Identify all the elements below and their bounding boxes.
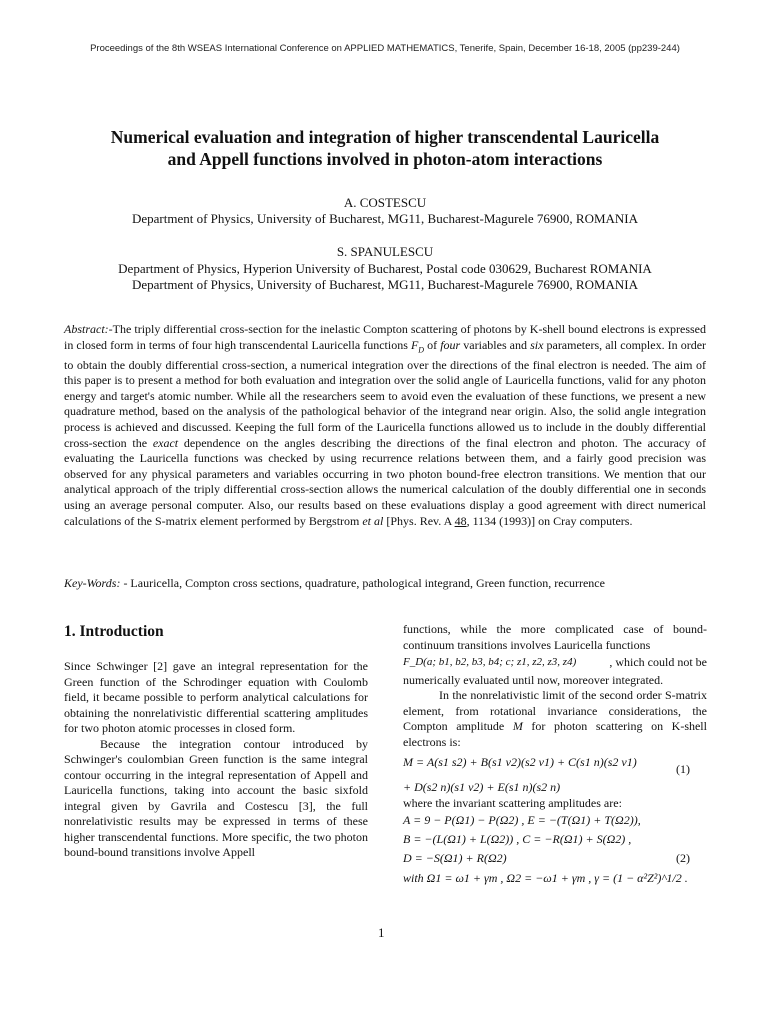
right-column-intro	[403, 622, 707, 653]
section-title: 1. Introduction	[64, 623, 164, 640]
keywords	[64, 576, 724, 592]
right-text-1b: numerically evaluated until now, moreover integrated.	[403, 673, 664, 687]
abstract-etal: et al	[362, 513, 384, 528]
equation-2-line-3: D = −S(Ω1) + R(Ω2)	[403, 851, 507, 865]
abstract-four: four	[440, 337, 461, 352]
abstract-text-1: -The triply differential cross-section for the inelastic Compton scattering of photons by K-shell bound electrons is expressed in closed form in terms of four high transcendental Lauricella functions	[64, 322, 706, 352]
abstract-text-3: parameters, all complex. In order to obtain the doubly differential cross-section, a numerical integration over the directions of the final electron is needed. The aim of this paper is to present a method for both evaluation and integration over the solid angle of Lauricella functions, valid for any photon energy and target's atomic number. While all the researchers seem to avoid even the evaluation of these functions, we present a new quadrature method, based on the analysis of the pathological behavior of the integrand near origin. Also, the solid angle integration process is achieved and discussed. Keeping the full form of the Lauricella functions allowed us to include in the doubly differential cross-section the	[64, 337, 707, 450]
right-paragraph-3	[403, 796, 707, 812]
fd-symbol: F	[410, 337, 419, 352]
abstract-text-4: dependence on the angles describing the directions of the final electron and photon. The accuracy of evaluating the Lauricella functions was checked by using recurrence relations between them, and a fairly good precision was observed for any physical parameters and variables occurring in two photon bound-free electron transitions. We mention that our analytical approach of the triply differential cross-section allows the numerical calculation of the doubly differential one in seconds using an average personal computer. Also, our results based on these evaluations display a good agreement with direct numerical calculations of the S-matrix element performed by Bergstrom	[64, 435, 706, 528]
abstract-text-2: variables and	[460, 337, 531, 352]
keywords-text: - Lauricella, Compton cross sections, quadrature, pathological integrand, Green function, recurrence	[120, 576, 605, 590]
author-2-name: S. SPANULESCU	[336, 244, 434, 259]
author-1-affiliation: Department of Physics, University of Bucharest, MG11, Bucharest-Magurele 76900, ROMANIA	[131, 211, 639, 226]
abstract-exact: exact	[152, 435, 179, 450]
conference-header: Proceedings of the 8th WSEAS International Conference on APPLIED MATHEMATICS, Tenerife, Spain, December 16-18, 2005 (pp239-244)	[90, 43, 680, 54]
fd-continuation	[595, 655, 707, 671]
equation-2-number: (2)	[676, 851, 690, 865]
page-number: 1	[378, 925, 385, 940]
fd-subscript: D	[418, 344, 425, 354]
right-text-3: where the invariant scattering amplitudes are:	[403, 796, 622, 810]
title-line-1: Numerical evaluation and integration of higher transcendental Lauricella	[110, 127, 660, 147]
equation-1-line-2: + D(s2 n)(s1 v2) + E(s1 n)(s2 n)	[403, 780, 561, 794]
abstract-of: of	[424, 337, 441, 352]
fd-expression: F_D(a; b1, b2, b3, b4; c; z1, z2, z3, z4)	[403, 656, 577, 668]
author-2-affiliation-1: Department of Physics, Hyperion University of Bucharest, Postal code 030629, Bucharest ROMANIA	[118, 261, 652, 276]
right-text-2a: In the nonrelativistic limit of the second order S-matrix element, from rotational invariance considerations, the Compton amplitude	[403, 688, 707, 733]
title-line-2: and Appell functions involved in photon-atom interactions	[167, 149, 603, 169]
abstract-text-6: , 1134 (1993)] on Cray computers.	[466, 513, 633, 528]
keywords-label: Key-Words:	[64, 576, 121, 590]
abstract-label: Abstract:	[64, 322, 109, 336]
left-column	[64, 659, 368, 861]
abstract-six: six	[530, 337, 544, 352]
right-paragraph-1b-start: , which could not be	[609, 655, 707, 669]
author-1-name: A. COSTESCU	[343, 195, 427, 210]
equation-3: with Ω1 = ω1 + γm , Ω2 = −ω1 + γm , γ = (1 − α²Z²)^1/2 .	[403, 871, 688, 885]
equation-2-line-1: A = 9 − P(Ω1) − P(Ω2) , E = −(T(Ω1) + T(Ω2)),	[403, 813, 641, 827]
equation-2-line-2: B = −(L(Ω1) + L(Ω2)) , C = −R(Ω1) + S(Ω2) ,	[403, 832, 632, 846]
abstract	[64, 322, 706, 529]
paper-title	[40, 126, 730, 170]
abstract-volume: 48	[454, 513, 467, 528]
abstract-text-5: [Phys. Rev. A	[383, 513, 455, 528]
left-paragraph-2: Because the integration contour introduced by Schwinger's coulombian Green function is the same integral contour occurring in the integral representation of Appell and Lauricella functions, taking into account the basic sixfold integral given by Gavrila and Costescu [3], the full nonrelativistic results may be expressed in terms of these higher transcendental functions. More specific, the two photon bound-bound transitions involve Appell	[64, 736, 368, 859]
left-paragraph-1: Since Schwinger [2] gave an integral representation for the Green function of the Schrodinger equation with Coulomb field, it became possible to perform analytical calculations for obtaining the nonrelativistic differential scattering amplitudes for two photon atomic processes in closed form.	[64, 659, 368, 735]
equation-1-number: (1)	[676, 762, 690, 776]
equation-1-line-1: M = A(s1 s2) + B(s1 v2)(s2 v1) + C(s1 n)(s2 v1)	[403, 755, 637, 769]
right-text-2b: for photon scattering on K-shell electrons is:	[403, 719, 707, 749]
amplitude-symbol: M	[512, 719, 523, 733]
author-2-affiliation-2: Department of Physics, University of Bucharest, MG11, Bucharest-Magurele 76900, ROMANIA	[131, 277, 639, 292]
right-paragraph-1: functions, while the more complicated case of bound-continuum transitions involves Lauricella functions	[403, 622, 707, 652]
right-paragraph-2	[403, 688, 707, 750]
right-paragraph-1b	[403, 673, 707, 689]
